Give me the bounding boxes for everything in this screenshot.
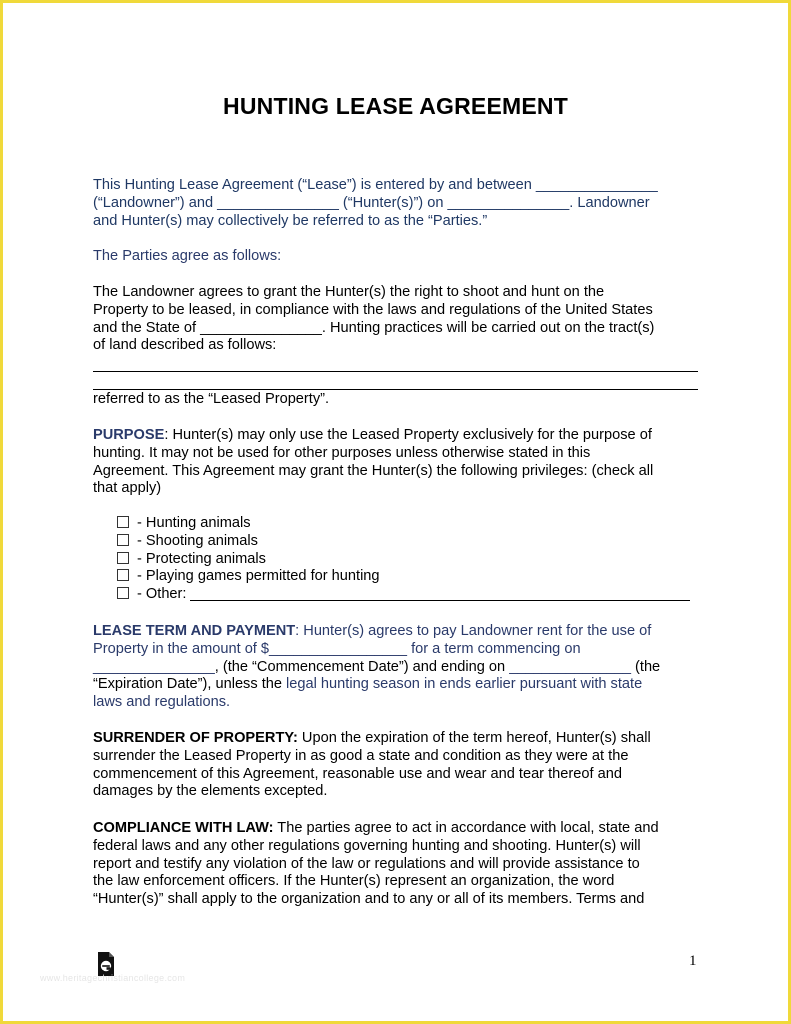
expiration-blank: _______________ <box>509 658 631 675</box>
lease-term-line: legal hunting season in ends earlier pursuant with state <box>286 676 643 693</box>
intro-line: and Hunter(s) may collectively be referred to as the “Parties.” <box>93 212 488 229</box>
checkbox-empty-icon[interactable] <box>117 516 129 528</box>
purpose-paragraph <box>93 427 698 498</box>
privilege-item <box>117 533 697 551</box>
compliance-paragraph <box>93 820 698 909</box>
lease-term-line: Property in the amount of $_________________ for a term commencing on <box>93 640 581 657</box>
property-description-line <box>93 389 698 390</box>
watermark-text: www.heritagechristiancollege.com <box>40 973 186 983</box>
privilege-label: - Protecting animals <box>137 550 266 567</box>
compliance-line: the law enforcement officers. If the Hunter(s) represent an organization, the word <box>93 873 615 890</box>
purpose-line: hunting. It may not be used for other purposes unless otherwise stated in this <box>93 444 591 461</box>
page-number: 1 <box>689 953 697 969</box>
surrender-line: damages by the elements excepted. <box>93 783 328 800</box>
lease-term-heading: LEASE TERM AND PAYMENT <box>93 623 296 639</box>
privilege-item <box>117 551 697 569</box>
privileges-checklist <box>117 515 697 604</box>
surrender-paragraph <box>93 730 698 801</box>
other-privilege-blank[interactable] <box>190 586 690 601</box>
grant-paragraph <box>93 284 698 355</box>
grant-line: of land described as follows: <box>93 337 277 354</box>
compliance-line: “Hunter(s)” shall apply to the organization and to any or all of its members. Terms and <box>93 891 645 908</box>
privilege-label: - Hunting animals <box>137 515 251 531</box>
privilege-label: - Other: <box>137 586 187 603</box>
lease-term-line: , (the “Commencement Date”) and ending on <box>214 658 506 675</box>
grant-line: and the State of _______________. Hunting practices will be carried out on the tract(s) <box>93 319 655 336</box>
commencement-blank: _______________ <box>93 658 215 675</box>
compliance-heading: COMPLIANCE WITH LAW: <box>93 820 274 836</box>
intro-line: This Hunting Lease Agreement (“Lease”) is entered by and between _______________ <box>93 177 658 193</box>
purpose-line: : Hunter(s) may only use the Leased Property exclusively for the purpose of <box>164 427 652 443</box>
lease-term-line: (the <box>630 658 661 675</box>
intro-paragraph <box>93 177 698 230</box>
lease-term-line: : Hunter(s) agrees to pay Landowner rent for the use of <box>295 623 652 639</box>
document-title: HUNTING LEASE AGREEMENT <box>223 93 568 119</box>
grant-line: Property to be leased, in compliance with the laws and regulations of the United States <box>93 301 653 318</box>
checkbox-empty-icon[interactable] <box>117 552 129 564</box>
compliance-line: The parties agree to act in accordance with local, state and <box>273 820 659 836</box>
compliance-line: federal laws and any other regulations governing hunting and shooting. Hunter(s) will <box>93 837 641 854</box>
purpose-heading: PURPOSE <box>93 427 165 443</box>
surrender-line: Upon the expiration of the term hereof, Hunter(s) shall <box>297 730 651 746</box>
checkbox-empty-icon[interactable] <box>117 569 129 581</box>
compliance-line: report and testify any violation of the law or regulations and will provide assistance to <box>93 855 640 872</box>
grant-line: The Landowner agrees to grant the Hunter(s) the right to shoot and hunt on the <box>93 284 605 300</box>
property-description-line <box>93 371 698 372</box>
privilege-item <box>117 515 697 533</box>
lease-term-line: laws and regulations. <box>93 694 231 711</box>
surrender-line: surrender the Leased Property in as good a state and condition as they were at the <box>93 747 629 764</box>
lease-term-line: “Expiration Date”), unless the <box>93 676 287 693</box>
privilege-label: - Shooting animals <box>137 532 258 549</box>
purpose-line: that apply) <box>93 480 162 497</box>
privilege-item <box>117 568 697 586</box>
checkbox-empty-icon[interactable] <box>117 534 129 546</box>
parties-agree-text: The Parties agree as follows: <box>93 248 282 264</box>
lease-term-paragraph <box>93 623 698 712</box>
surrender-heading: SURRENDER OF PROPERTY: <box>93 730 298 746</box>
surrender-line: commencement of this Agreement, reasonable use and wear and tear thereof and <box>93 765 622 782</box>
intro-line: (“Landowner”) and _______________ (“Hunter(s)”) on _______________. Landowner <box>93 194 650 211</box>
checkbox-empty-icon[interactable] <box>117 587 129 599</box>
privilege-item <box>117 586 697 604</box>
privilege-label: - Playing games permitted for hunting <box>137 568 380 585</box>
purpose-line: Agreement. This Agreement may grant the Hunter(s) the following privileges: (check all <box>93 462 654 479</box>
leased-property-text: referred to as the “Leased Property”. <box>93 391 330 407</box>
